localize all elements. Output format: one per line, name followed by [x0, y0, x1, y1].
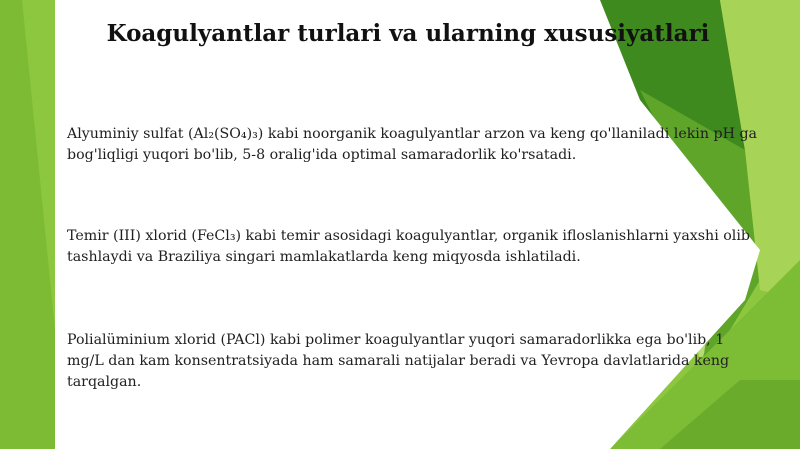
paragraph-polyaluminium-chloride: Polialüminium xlorid (PACl) kabi polimer koagulyantlar yuqori samaradorlikka ega bo'lib, 1 mg/L dan kam konsentratsiyada ham samarali natijalar beradi va Yevropa davlatlarida keng tarqalgan. — [67, 332, 730, 390]
paragraph-iron-chloride: Temir (III) xlorid (FeCl₃) kabi temir asosidagi koagulyantlar, organik ifloslanishlarni yaxshi olib tashlaydi va Braziliya singari mamlakatlarda keng miqyosda ishlatiladi. — [67, 228, 750, 265]
paragraph-aluminium-sulfate: Alyuminiy sulfat (Al₂(SO₄)₃) kabi noorganik koagulyantlar arzon va keng qo'llaniladi lekin pH ga bog'liqligi yuqori bo'lib, 5-8 oralig'ida optimal samaradorlik ko'rsatadi. — [67, 126, 757, 163]
slide-title: Koagulyantlar turlari va ularning xususiyatlari — [106, 20, 710, 47]
